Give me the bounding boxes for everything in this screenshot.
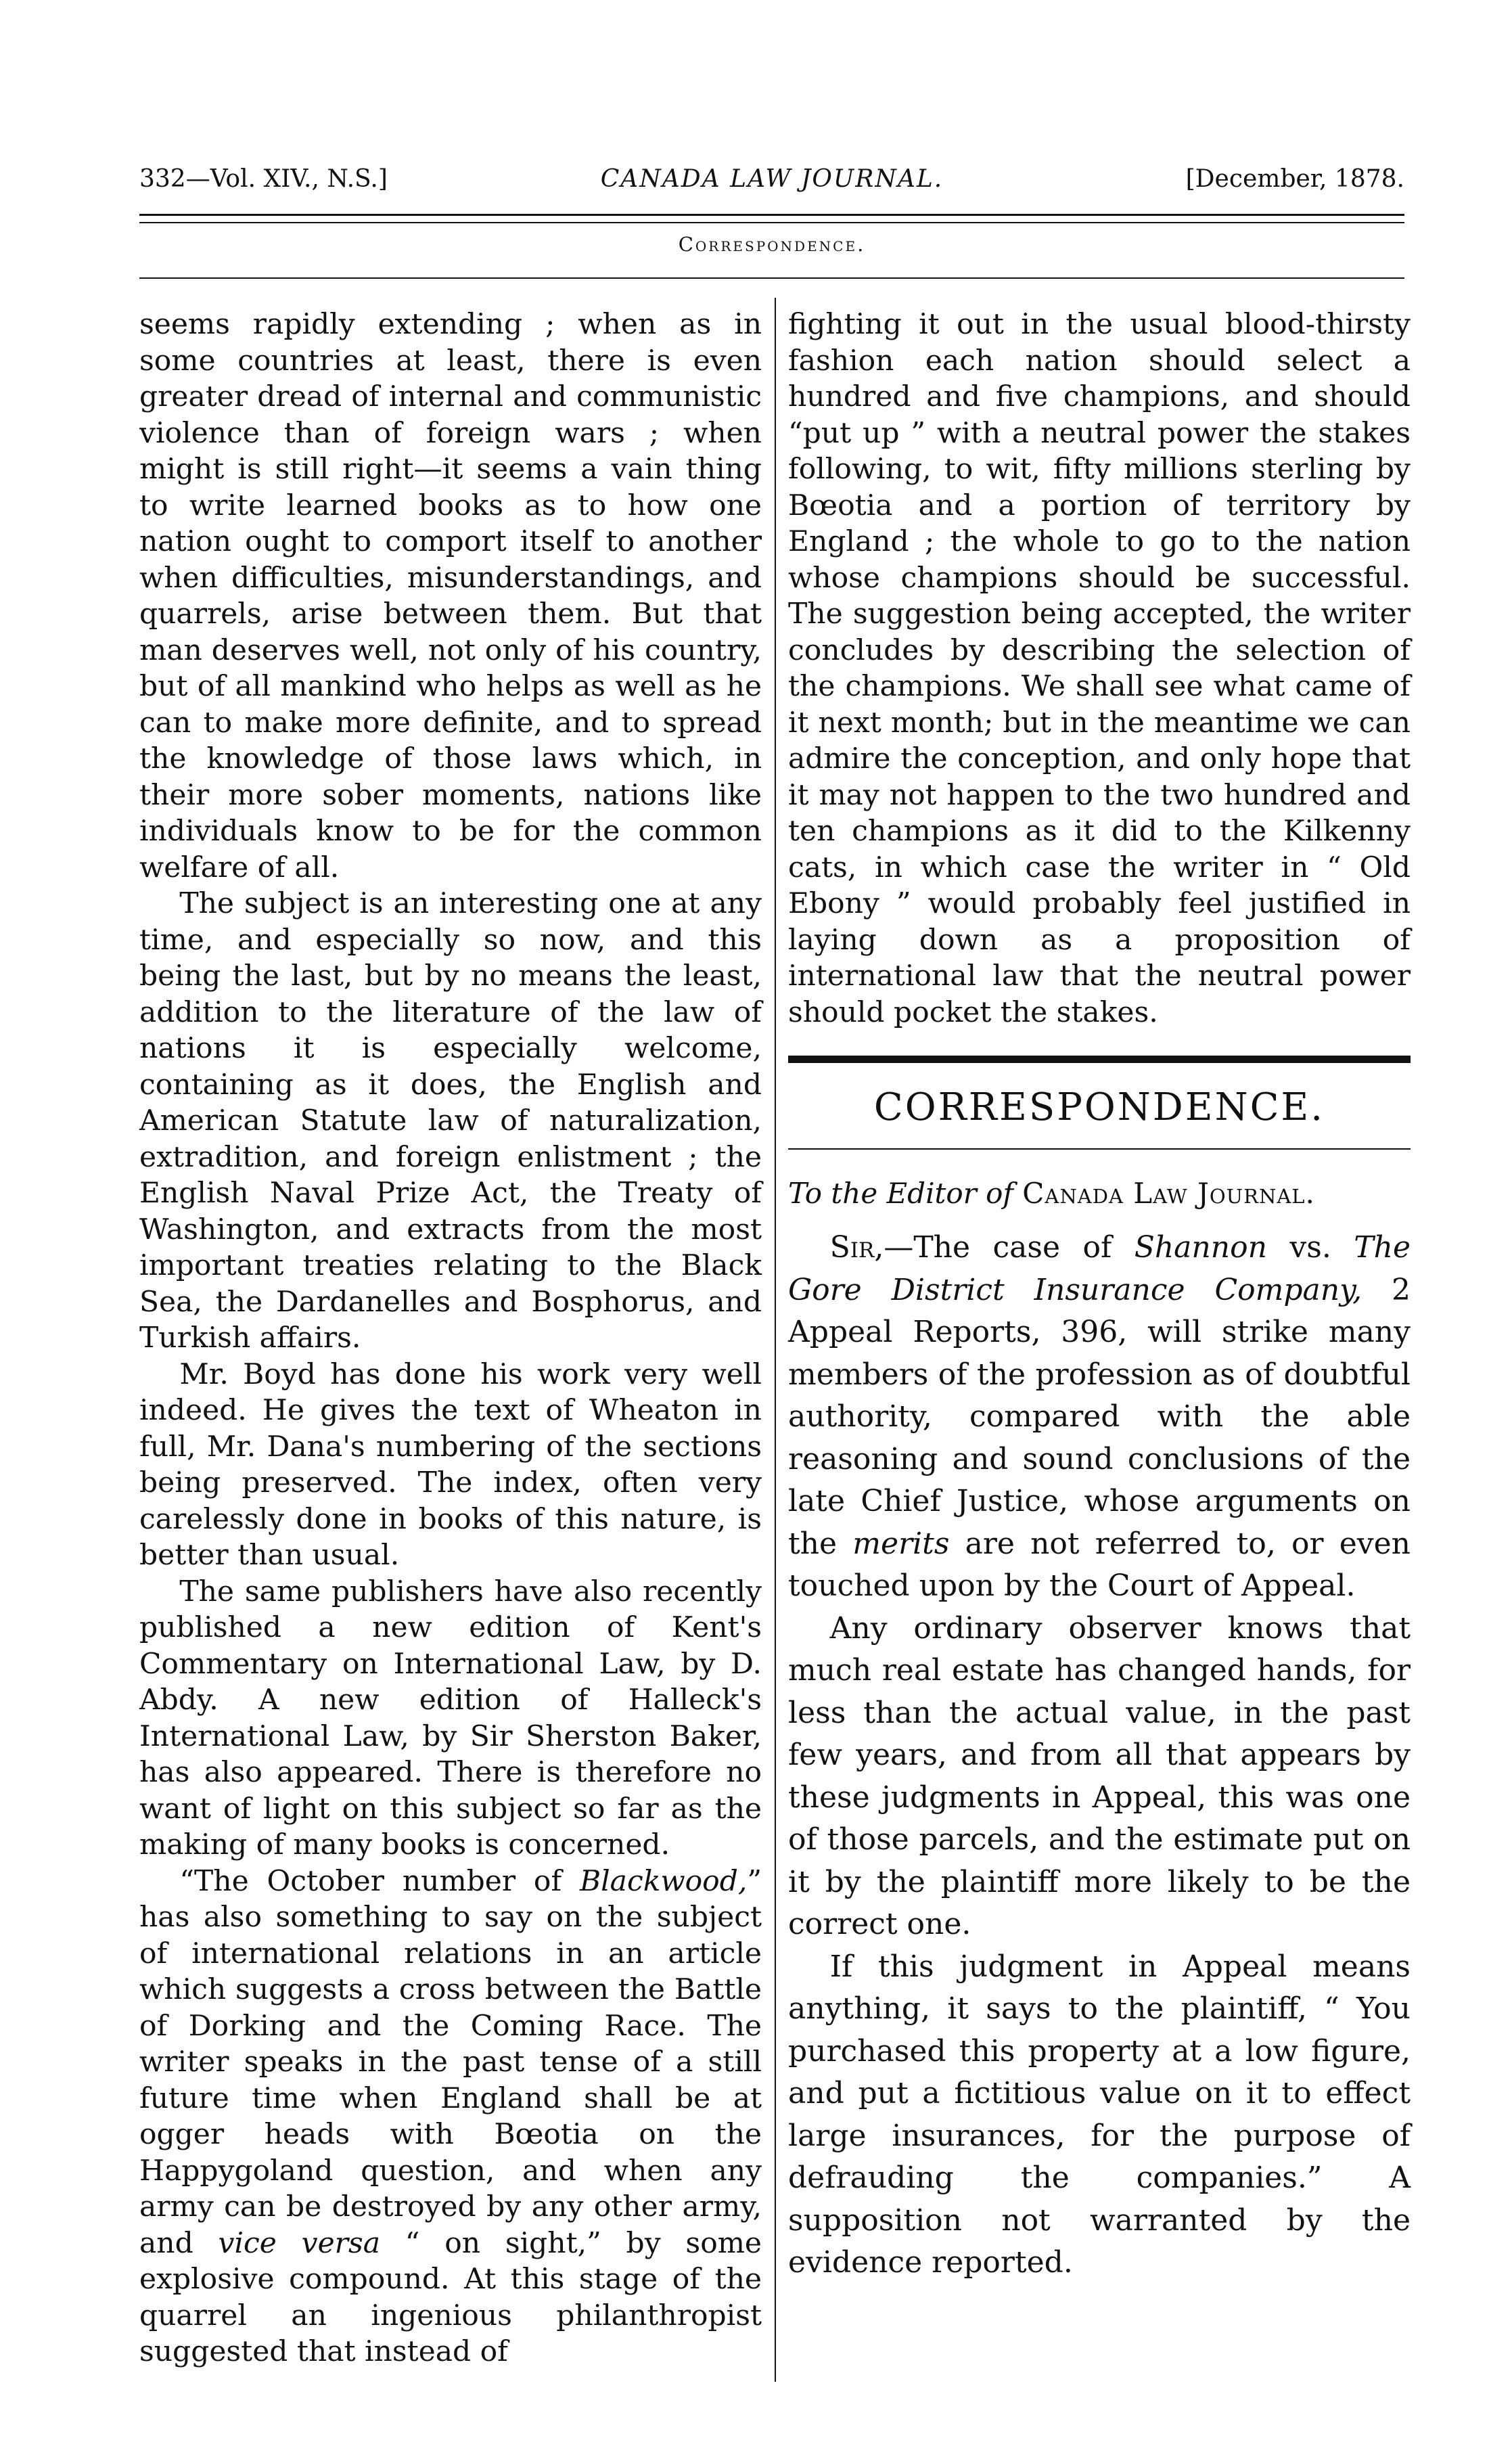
letter-p1-text-b: 2 Appeal Reports, 396, will strike many members of the profession as of doubtful authority, compared with the able reasoning and sound conclusions of the late Chief Justice, whose arguments on the <box>788 1272 1411 1561</box>
left-paragraph-4: The same publishers have also recently published a new edition of Kent's Commentary on International Law, by D. Abdy. A new edition of Halleck's International Law, by Sir Sherston Baker, has also appeared. There is therefore no want of light on this subject so far as the making of many books is concerned. <box>139 1574 762 1861</box>
p5-text-a: “The October number of <box>179 1863 580 1897</box>
left-column <box>139 306 762 2370</box>
running-header <box>139 160 1404 200</box>
column-divider <box>775 298 776 2382</box>
section-rule <box>139 277 1404 279</box>
right-paragraph-1: fighting it out in the usual blood-thirsty fashion each nation should select a hundred and five champions, and should “put up ” with a neutral power the stakes following, to wit, fifty millions sterling by Bœotia and a portion of territory by England ; the whole to go to the nation whose champions should be successful. The suggestion being accepted, the writer concludes by describing the selection of the champions. We shall see what came of it next month; but in the meantime we can admire the conception, and only hope that it may not happen to the two hundred and ten champions as it did to the Kilkenny cats, in which case the writer in “ Old Ebony ” would probably feel justified in laying down as a proposition of international law that the neutral power should pocket the stakes. <box>788 307 1411 1029</box>
section-label: Correspondence. <box>678 233 866 256</box>
letter-paragraph-1 <box>788 1227 1411 1608</box>
letter-paragraph-3: If this judgment in Appeal means anything, it says to the plaintiff, “ You purchased this property at a low figure, and put a fictitious value on it to effect large insurances, for the purpose of defrauding the companies.” A supposition not warranted by the evidence reported. <box>788 1949 1411 2280</box>
header-volume: 332—Vol. XIV., N.S.] <box>139 165 388 193</box>
to-editor-prefix: To the Editor of <box>788 1177 1013 1210</box>
heavy-section-rule <box>788 1056 1411 1063</box>
right-column <box>788 306 1411 2284</box>
correspondence-heading: CORRESPONDENCE. <box>873 1085 1325 1129</box>
p5-text-b: ” has also something to say on the subject of international relations in an article which suggests a cross between the Battle of Dorking and the Coming Race. The writer speaks in the past tense of a still future time when England shall be at ogger heads with Bœotia on the Happygoland question, and when any army can be destroyed by any other army, and <box>139 1863 762 2259</box>
left-paragraph-5 <box>139 1863 762 2370</box>
vice-versa-phrase: vice versa <box>218 2226 380 2259</box>
blackwood-title: Blackwood, <box>579 1863 748 1897</box>
left-paragraph-1: seems rapidly extending ; when as in some countries at least, there is even greater dread of internal and communistic violence than of foreign wars ; when might is still right—it seems a vain thing to write learned books as to how one nation ought to comport itself to another when difficulties, misunderstandings, and quarrels, arise between them. But that man deserves well, not only of his country, but of all mankind who helps as well as he can to make more definite, and to spread the knowledge of those laws which, in their more sober moments, nations like individuals know to be for the common welfare of all. <box>139 307 762 884</box>
case-name-shannon: Shannon <box>1134 1230 1267 1265</box>
sir-salutation: Sir, <box>829 1230 884 1265</box>
header-double-rule <box>139 214 1404 223</box>
to-editor-journal: Canada Law Journal. <box>1022 1177 1315 1210</box>
left-paragraph-2: The subject is an interesting one at any time, and especially so now, and this being the last, but by no means the least, addition to the literature of the law of nations it is especially welcome, containing as it does, the English and American Statute law of naturalization, extradition, and foreign enlistment ; the English Naval Prize Act, the Treaty of Washington, and extracts from the most important treaties relating to the Black Sea, the Dardanelles and Bosphorus, and Turkish affairs. <box>139 886 762 1354</box>
header-journal-title: CANADA LAW JOURNAL. <box>600 165 944 193</box>
letter-paragraph-2: Any ordinary observer knows that much real estate has changed hands, for less than the actual value, in the past few years, and from all that appears by these judgments in Appeal, this was one of those parcels, and the estimate put on it by the plaintiff more likely to be the correct one. <box>788 1610 1411 1941</box>
letter-p1-vs: vs. <box>1266 1230 1354 1265</box>
heading-rule <box>788 1148 1411 1150</box>
letter-p1-text-c: are not referred to, or even touched upon by the Court of Appeal. <box>788 1526 1411 1603</box>
merits-word: merits <box>852 1526 950 1561</box>
p5-text-c: “ on sight,” by some explosive compound. At this stage of the quarrel an ingenious philanthropist suggested that instead of <box>139 2226 762 2368</box>
header-date: [December, 1878. <box>1185 165 1404 193</box>
letter-salutation <box>788 1174 1411 1213</box>
letter-p1-text-a: —The case of <box>884 1230 1135 1265</box>
left-paragraph-3: Mr. Boyd has done his work very well indeed. He gives the text of Wheaton in full, Mr. Dana's numbering of the sections being preserved. The index, often very carelessly done in books of this nature, is better than usual. <box>139 1357 762 1571</box>
case-name-gore: The Gore District Insurance Company, <box>788 1230 1411 1307</box>
